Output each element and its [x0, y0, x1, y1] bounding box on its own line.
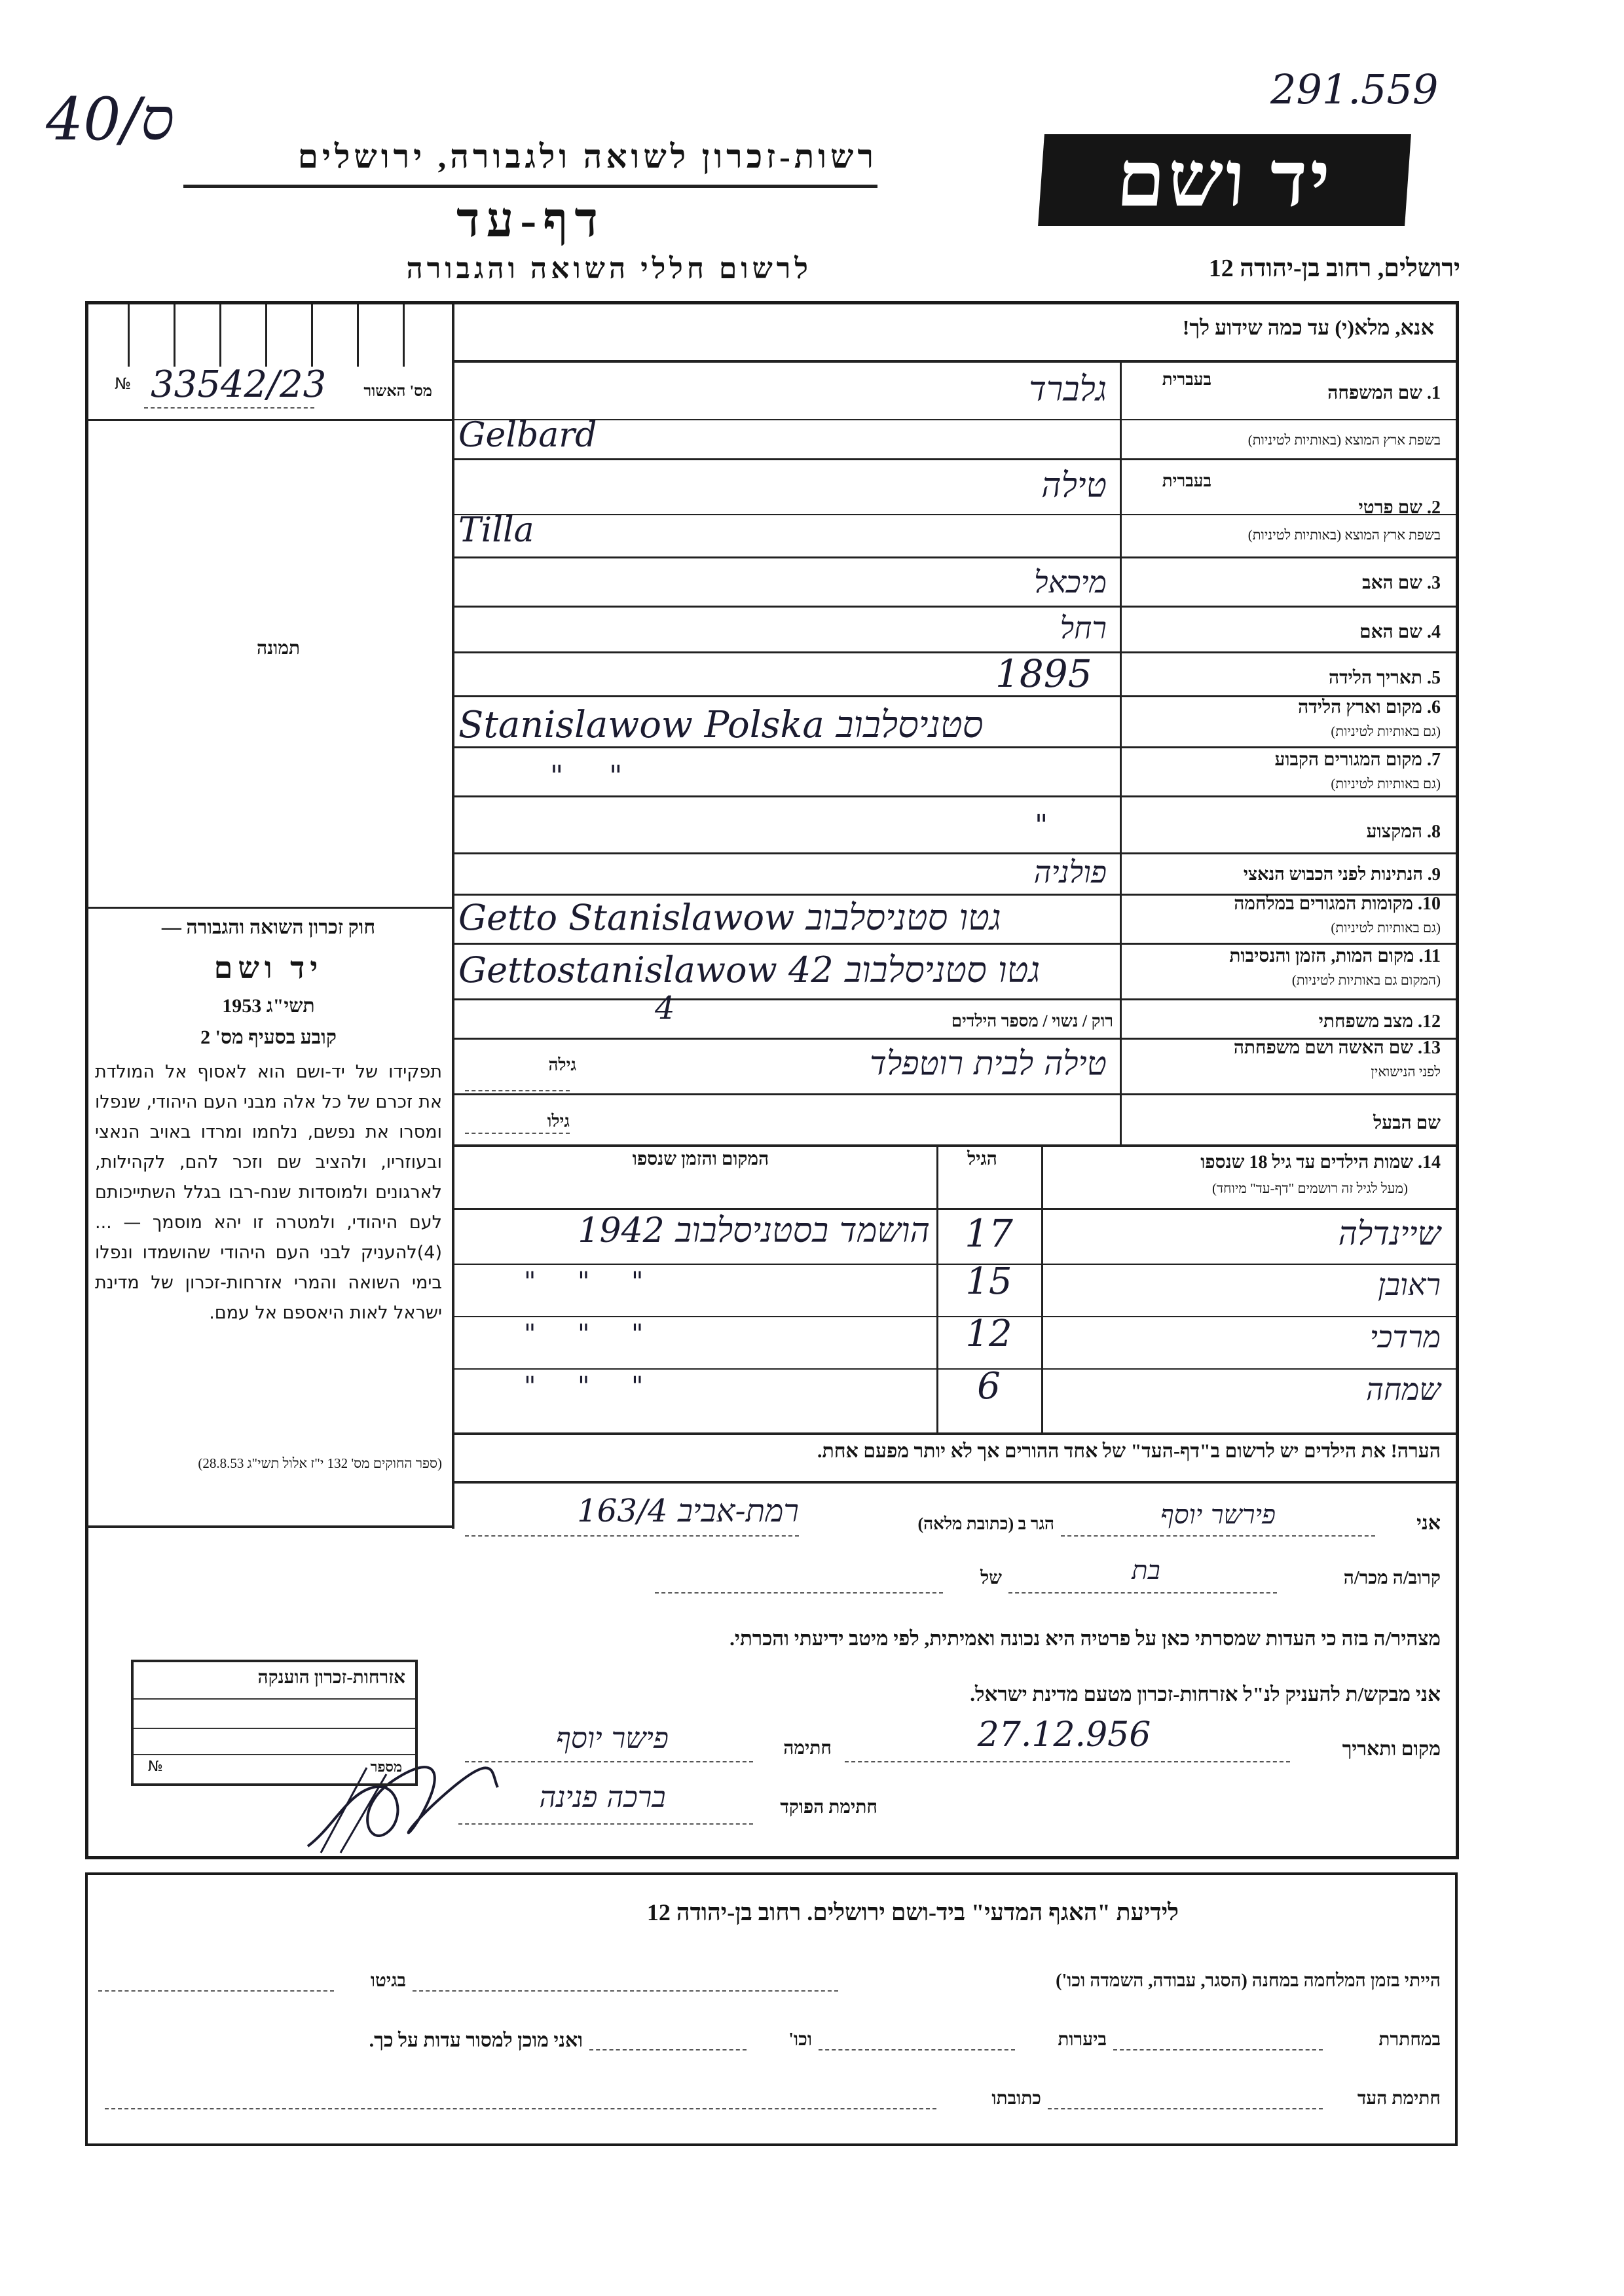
child-2-place[interactable]: " " ": [524, 1267, 644, 1297]
field-13-age-line: [465, 1090, 570, 1091]
officer-signature-value[interactable]: ברכה פנינה: [539, 1781, 666, 1814]
declaration-request: אני מבקש/ת להעניק לנ"ל אזרחות-זכרון מטעם מדינת ישראל.: [970, 1683, 1441, 1705]
husband-inline: גילו: [547, 1112, 570, 1131]
field-13-label: 13. שם האשה ושם משפחתה: [1233, 1038, 1441, 1058]
field-5-value[interactable]: 1895: [995, 651, 1092, 696]
note-bottom: [452, 1481, 1456, 1484]
law-bottom: [87, 1525, 452, 1528]
field-1-divider: [452, 419, 1456, 420]
declarant-name[interactable]: פירשר יוסף: [1160, 1500, 1276, 1530]
field-9-value[interactable]: פולניה: [1033, 854, 1107, 890]
testimony-camp-label: הייתי בזמן המלחמה במחנה (הסגר, עבודה, השמדה וכו'): [1056, 1971, 1441, 1991]
of-line: [655, 1592, 943, 1594]
citizenship-box: [131, 1660, 418, 1786]
instruction-divider: [452, 360, 1456, 363]
child-4-place[interactable]: " " ": [524, 1372, 644, 1402]
signature-value[interactable]: פישר יוסף: [556, 1722, 669, 1755]
handwritten-record-number: 291.559: [1270, 65, 1439, 113]
field-12-inline: רוק / נשוי / מספר הילדים: [951, 1011, 1113, 1030]
authority-name: רשות-זכרון לשואה ולגבורה, ירושלים: [297, 138, 877, 175]
citizenship-number-symbol: №: [148, 1758, 163, 1775]
field-7-bottom: [452, 795, 1456, 797]
logo-text: יד ושם: [1114, 137, 1335, 223]
field-6-bottom: [452, 746, 1456, 748]
relation-value[interactable]: בת: [1132, 1556, 1160, 1586]
child-2-age[interactable]: 15: [965, 1260, 1012, 1303]
declarant-address[interactable]: רמת-אביב 163/4: [577, 1493, 799, 1529]
testimony-willing-text: ואני מוכן למסור עדות על כך.: [369, 2030, 583, 2051]
husband-age-line: [465, 1133, 570, 1134]
field-7-value[interactable]: " ": [550, 759, 623, 793]
child-3-place[interactable]: " " ": [524, 1319, 644, 1349]
photo-label: תמונה: [256, 638, 301, 659]
field-6-label: 6. מקום וארץ הלידה: [1298, 697, 1441, 718]
yad-vashem-logo: [1038, 134, 1411, 226]
address: ירושלים, רחוב בן-יהודה 12: [1208, 255, 1460, 282]
field-10-sub: (גם באותיות לטיניות): [1331, 920, 1441, 936]
field-2-value-hebrew[interactable]: טילה: [1041, 466, 1107, 505]
field-13-inline: גילה: [548, 1055, 576, 1074]
children-title: 14. שמות הילדים עד גיל 18 שנספו: [1200, 1152, 1441, 1173]
field-7-label: 7. מקום המגורים הקבוע: [1274, 750, 1441, 770]
field-2-bottom: [452, 556, 1456, 558]
witness-signature-line: [1048, 2108, 1323, 2109]
field-11-sub: (המקום גם באותיות לטיניות): [1291, 972, 1441, 988]
testimony-title: לידיעת "האגף המדעי" ביד-ושם ירושלים. רחוב בן-יהודה 12: [646, 1899, 1179, 1925]
field-10-value[interactable]: Getto Stanislawow גטו סטניסלבוב: [458, 897, 1001, 938]
field-4-label: 4. שם האם: [1359, 622, 1441, 642]
law-year: תשי"ג 1953: [222, 995, 315, 1017]
field-12-value[interactable]: 4: [655, 990, 675, 1027]
field-1-label: 1. שם המשפחה: [1327, 383, 1441, 403]
husband-bottom: [452, 1144, 1456, 1147]
declarant-line: [1061, 1535, 1375, 1537]
place-date-line: [845, 1761, 1290, 1762]
field-2-value-latin[interactable]: Tilla: [458, 511, 534, 550]
law-source: (ספר החוקים מס' 132 י"ז אלול תשי"ג 28.8.53): [198, 1455, 442, 1471]
testimony-ghetto-label: בגיטו: [370, 1971, 406, 1991]
declaration-statement: מצהיר/ה בזה כי העדות שמסרתי כאן על פרטיה היא נכונה ואמיתית, לפי מיטב ידיעתי והכרתי.: [729, 1627, 1441, 1650]
field-5-label: 5. תאריך הלידה: [1328, 668, 1441, 688]
field-1-value-latin[interactable]: Gelbard: [458, 416, 597, 455]
left-column-divider: [452, 304, 454, 1529]
testimony-forests-label: ביערות: [1058, 2030, 1107, 2050]
approval-symbol: №: [115, 374, 131, 393]
relation-line: [1008, 1592, 1277, 1594]
witness-signature-label: חתימת העד: [1357, 2088, 1441, 2109]
child-1-name[interactable]: שיינדלה: [1338, 1214, 1441, 1252]
field-13-value[interactable]: טילה לבית רוטפלד: [870, 1044, 1107, 1082]
children-age-header: הגיל: [967, 1149, 997, 1169]
children-place-header: המקום והזמן שנספו: [632, 1149, 769, 1169]
child-3-name[interactable]: מרדכי: [1369, 1319, 1441, 1355]
testimony-etc-line: [589, 2049, 747, 2050]
field-8-value[interactable]: ": [1035, 809, 1048, 842]
testimony-etc-label: וכו': [788, 2030, 812, 2050]
declarant-label: אני: [1416, 1512, 1441, 1534]
form-title: דף-עד: [456, 194, 605, 247]
law-title: חוק זכרון השואה והגבורה —: [161, 917, 376, 938]
field-2-sub: בשפת ארץ המוצא (באותיות לטיניות): [1247, 527, 1441, 543]
field-6-value[interactable]: Stanislawow Polska סטניסלבוב: [458, 704, 984, 746]
children-name-divider: [1041, 1144, 1043, 1432]
child-1-place[interactable]: הושמד בסטניסלבוב 1942: [578, 1211, 930, 1250]
signature-label: חתימה: [783, 1738, 832, 1758]
testimony-underground-line: [1113, 2049, 1323, 2050]
field-3-value[interactable]: מיכאל: [1034, 564, 1107, 600]
field-4-bottom: [452, 651, 1456, 653]
field-3-bottom: [452, 606, 1456, 608]
field-13-bottom: [452, 1093, 1456, 1095]
field-9-label: 9. הנתינות לפני הכבוש הנאצי: [1243, 864, 1441, 884]
field-1-lang: בעברית: [1162, 370, 1211, 389]
husband-label: שם הבעל: [1373, 1113, 1441, 1133]
children-table-bottom: [452, 1432, 1456, 1435]
relation-label: קרוב/ה מכר/ה: [1343, 1568, 1441, 1588]
child-2-name[interactable]: ראובן: [1378, 1267, 1441, 1302]
approval-tick-area: [88, 304, 452, 370]
children-note: הערה! את הילדים יש לרשום ב"דף-העד" של אחד ההורים אך לא יותר מפעם אחת.: [817, 1440, 1441, 1462]
label-column-divider: [1120, 361, 1122, 1147]
form-subtitle: לרשום חללי השואה והגבורה: [406, 253, 812, 285]
officer-signature-label: חתימת הפוקד: [780, 1797, 877, 1817]
handwritten-file-number: 40/ס: [46, 85, 175, 154]
field-8-label: 8. המקצוע: [1366, 822, 1441, 842]
place-date-label: מקום ותאריך: [1342, 1738, 1441, 1760]
children-age-divider: [936, 1144, 938, 1432]
law-name: יד ושם: [213, 951, 323, 985]
header-underline: [183, 185, 877, 188]
field-2-divider: [452, 514, 1456, 515]
field-7-sub: (גם באותיות לטיניות): [1331, 776, 1441, 792]
field-3-label: 3. שם האב: [1362, 573, 1441, 593]
field-11-value[interactable]: Gettostanislawow 42 גטו סטניסלבוב: [458, 949, 1041, 991]
field-10-bottom: [452, 943, 1456, 945]
testimony-camp-line: [413, 1990, 838, 1992]
child-3-age[interactable]: 12: [965, 1313, 1012, 1355]
address-line: [465, 1535, 799, 1537]
instruction: אנא, מלא(י) עד כמה שידוע לך!: [1182, 316, 1434, 339]
of-label: של: [980, 1568, 1002, 1588]
field-10-label: 10. מקומות המגורים במלחמה: [1234, 894, 1441, 914]
approval-label: מס' האשור: [363, 383, 432, 400]
testimony-ghetto-line: [98, 1990, 334, 1992]
children-subtitle: (מעל לגיל זה רושמים "דף-עד" מיוחד): [1212, 1180, 1408, 1196]
law-section: קובע בסעיף מס' 2: [200, 1027, 337, 1048]
field-1-value-hebrew[interactable]: גלברד: [1029, 370, 1107, 409]
photo-divider: [87, 907, 452, 909]
child-1-age[interactable]: 17: [965, 1211, 1013, 1256]
field-12-label: 12. מצב משפחתי: [1318, 1011, 1441, 1032]
approval-divider: [87, 419, 452, 421]
field-11-bottom: [452, 998, 1456, 1000]
field-6-sub: (גם באותיות לטיניות): [1331, 723, 1441, 739]
place-date-value[interactable]: 27.12.956: [977, 1715, 1151, 1755]
address-label: הגר ב (כתובת מלאה): [917, 1514, 1054, 1533]
citizenship-number-label: מספר: [370, 1758, 402, 1775]
child-4-age[interactable]: 6: [977, 1365, 1001, 1408]
witness-address-line: [105, 2108, 936, 2109]
field-11-label: 11. מקום המות, הזמן והנסיבות: [1229, 946, 1441, 966]
field-1-sub: בשפת ארץ המוצא (באותיות לטיניות): [1247, 432, 1441, 448]
children-header-bottom: [452, 1208, 1456, 1210]
approval-number: 33542/23: [151, 363, 327, 406]
child-4-name[interactable]: שמחה: [1365, 1372, 1441, 1407]
witness-address-label: כתובתו: [991, 2088, 1041, 2109]
citizenship-title: אזרחות-זכרון הוענקה: [257, 1667, 405, 1688]
law-body: תפקידו של יד-ושם הוא לאסוף אל המולדת את זכרם של כל אלה מבני העם היהודי, שנפלו ומסרו את נפשם, נלחמו ומרדו באויב הנאצי ובעוזריו, ולהציב שם וזכר להם, לקהילות, לארגונים ולמוסדות שנח-רבו בגלל השתייכותם לעם היהודי, ולמטרה זו יהא מוסמך — ...(4)להעניק לבני העם היהודי שהושמדו ונפלו בימי השואה והמרי אזרחות-זכרון של מדינת ישראל לאות היאספם אל עמם.: [95, 1062, 442, 1323]
approval-line: [144, 407, 314, 409]
testimony-forests-line: [819, 2049, 1015, 2050]
field-13-sub: לפני הנישואין: [1371, 1064, 1441, 1080]
field-2-label: 2. שם פרטי: [1358, 498, 1441, 518]
testimony-underground-label: במחתרת: [1378, 2030, 1441, 2050]
field-1-bottom: [452, 458, 1456, 460]
field-2-lang: בעברית: [1162, 471, 1211, 490]
field-4-value[interactable]: רחל: [1060, 610, 1107, 646]
